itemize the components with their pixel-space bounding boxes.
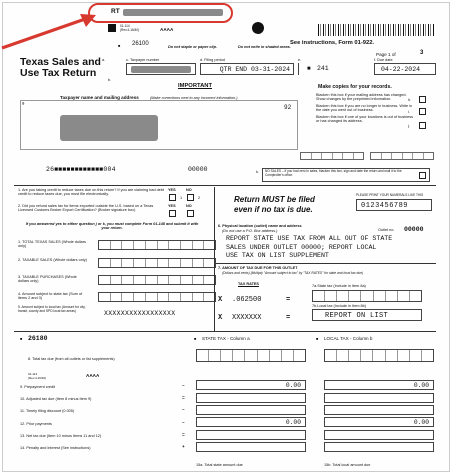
local-rate-x: XXXXXXX bbox=[232, 314, 262, 322]
header-bullet: ■ bbox=[118, 44, 121, 48]
filing-period-value: QTR END 03-31-2024 bbox=[219, 66, 290, 73]
location-text bbox=[226, 235, 436, 261]
address-redaction bbox=[60, 115, 158, 141]
scanline-zeros: 00000 bbox=[188, 166, 208, 173]
divider-horizontal bbox=[14, 185, 436, 186]
page-total: 3 bbox=[420, 50, 424, 56]
bottom-bullet: ■ bbox=[20, 337, 23, 341]
physical-location-label: 6. Physical location (outlet) name and address bbox=[218, 224, 302, 228]
prior-payments-state-field[interactable] bbox=[196, 417, 306, 427]
state-rate-label: 7a.State tax (Include in Item 8a) bbox=[312, 284, 366, 288]
total-local-label: 15b. Total local amount due bbox=[324, 463, 371, 467]
penalty-local-field[interactable] bbox=[324, 442, 434, 452]
row-operator: = bbox=[182, 395, 185, 400]
state-column-heading: STATE TAX - Column a bbox=[202, 336, 250, 341]
local-col-bullet: ■ bbox=[316, 337, 319, 341]
question-1: 1. Are you taking credit to reduce taxes due on this return? If you are claiming bad debt credit to reduce taxes due, you must file electronically. bbox=[18, 188, 165, 197]
important-label: IMPORTANT bbox=[178, 83, 213, 89]
q2-yes-checkbox[interactable] bbox=[169, 210, 176, 217]
field-c-label: c. Taxpayer number bbox=[126, 58, 160, 62]
amount-state-tax-field[interactable] bbox=[98, 292, 216, 302]
q2-no-checkbox[interactable] bbox=[187, 210, 194, 217]
local-rate-label: 7b.Local tax (Include in Item 8b) bbox=[312, 304, 367, 308]
field-g-label: g. bbox=[22, 101, 26, 105]
numerals-sample: 0123456789 bbox=[361, 202, 409, 210]
no-staple-note: Do not staple or paper clip. bbox=[168, 45, 217, 49]
equals-mark: = bbox=[286, 314, 291, 322]
row-label: 14. Penalty and interest (See instructions) bbox=[20, 446, 91, 450]
lower-form-code: 01-114 (Rev.4-16/40) bbox=[28, 372, 47, 381]
due-date-field[interactable] bbox=[374, 63, 436, 75]
q1-num2: 2 bbox=[198, 196, 201, 200]
state-rate-value: .062500 bbox=[232, 296, 262, 304]
location-line: USE TAX ON LIST SUPPLEMENT bbox=[226, 252, 329, 259]
checkbox-letter: j. bbox=[408, 124, 410, 128]
redaction-bar-top bbox=[123, 9, 223, 16]
discount-state-field[interactable] bbox=[196, 405, 306, 415]
filing-period-field[interactable] bbox=[200, 63, 294, 75]
field-e-value: 241 bbox=[317, 65, 329, 72]
answered-yes-note: If you answered yes to either question j or k, you must complete Form 01-148 and submit it with your return. bbox=[25, 222, 199, 231]
item8-local-field[interactable] bbox=[324, 349, 434, 362]
q1-no-label: NO bbox=[186, 188, 192, 192]
field-a-label: a. bbox=[102, 58, 106, 62]
checkbox-letter: i. bbox=[408, 110, 410, 114]
numerals-sample-box bbox=[356, 199, 432, 211]
lower-letters: AAAA bbox=[86, 373, 100, 378]
instructions-link[interactable]: See instructions, Form 01-922. bbox=[290, 40, 375, 46]
date-field-h[interactable] bbox=[300, 152, 364, 160]
prepayment-local-value: 0.00 bbox=[413, 382, 429, 389]
local-rate-value: REPORT ON LIST bbox=[325, 312, 389, 320]
local-tax-due-field[interactable] bbox=[312, 309, 422, 321]
form-code-small: 01-114 (Rev.4-16/40) bbox=[120, 24, 140, 33]
date-field-i[interactable] bbox=[370, 152, 434, 160]
amount-tax-due-label: 7. AMOUNT OF TAX DUE FOR THIS OUTLET bbox=[218, 266, 298, 270]
barcode bbox=[318, 24, 434, 36]
amount-tax-due-note: (Dollars and cents) (Multiply "Amount subject to tax" by "TAX RATES" for state and local tax due) bbox=[222, 271, 364, 275]
taxpayer-number-redaction bbox=[131, 66, 191, 73]
q1-num: 1 bbox=[180, 196, 183, 200]
divider-bottom-section bbox=[14, 331, 436, 332]
field-b-label: b. bbox=[108, 78, 112, 82]
scanline-code: 26■■■■■■■■■■■■004 bbox=[46, 166, 116, 173]
row5-value: XXXXXXXXXXXXXXXXX bbox=[104, 310, 176, 317]
amount-local-tax-field[interactable] bbox=[98, 309, 216, 319]
field-e-box[interactable] bbox=[298, 63, 348, 75]
out-of-business-checkbox[interactable] bbox=[419, 108, 426, 115]
checkbox-instruction: Blacken this box if your mailing address has changed. Show changes by the preprinted information. bbox=[316, 93, 407, 102]
location-line: SALES UNDER OUTLET 00000; REPORT LOCAL bbox=[226, 243, 377, 251]
redaction-prefix: RT bbox=[111, 8, 120, 15]
net-tax-state-field[interactable] bbox=[196, 430, 306, 440]
row-label: 12. Prior payments bbox=[20, 422, 52, 426]
copies-heading: Make copies for your records. bbox=[318, 84, 392, 90]
no-sales-text: NO SALES – If you had zero in sales, blacken this box, sign and date the return and mail it to the Comptroller's office. bbox=[265, 169, 402, 177]
q2-yes-label: YES bbox=[168, 204, 176, 208]
form-logo bbox=[108, 24, 116, 32]
divider-outlet bbox=[216, 263, 436, 264]
adjusted-state-field[interactable] bbox=[196, 393, 306, 403]
taxable-purchases-field[interactable] bbox=[98, 275, 216, 285]
item8-state-field[interactable] bbox=[196, 349, 306, 362]
row-label: 9. Prepayment credit bbox=[20, 385, 56, 389]
penalty-state-field[interactable] bbox=[196, 442, 306, 452]
field-f-label: f. Due date bbox=[374, 58, 393, 62]
field-e-bullet: ■ bbox=[307, 65, 311, 72]
bottom-rows bbox=[20, 380, 436, 462]
page-text: Page 1 of bbox=[376, 52, 396, 57]
prepayment-local-field[interactable] bbox=[324, 380, 434, 390]
question-2: 2. Did you refund sales tax for items exported outside the U.S. based on a Texas Licensed Customs Broker Export Certification? (Broker signature box) bbox=[18, 204, 154, 213]
code-bottom: 26180 bbox=[28, 335, 48, 342]
tax-rates-label: TAX RATES bbox=[238, 282, 259, 286]
return-must-be-filed: Return MUST be filed even if no tax is due. bbox=[234, 195, 315, 214]
printed-numerals-note: PLEASE PRINT YOUR NUMERALS LIKE THIS bbox=[356, 193, 424, 197]
row-label: 10. Adjusted tax due (Item 8 minus Item 9) bbox=[20, 397, 92, 401]
prior-payments-state-value: 0.00 bbox=[285, 419, 301, 426]
field-d-label: d. Filing period bbox=[200, 58, 225, 62]
field-e-label: e. bbox=[298, 58, 302, 62]
x-mark: X bbox=[218, 314, 223, 322]
address-change-checkbox[interactable] bbox=[419, 96, 426, 103]
no-write-note: Do not write in shaded areas. bbox=[238, 45, 291, 49]
address-number: 92 bbox=[284, 104, 292, 111]
form-code-letters: AAAA bbox=[160, 27, 174, 32]
checkbox-instruction: Blacken this box if you are no longer in business. Write in the date you went out of business. bbox=[316, 103, 413, 113]
row-label: 3. TAXABLE PURCHASES (Whole dollars only) bbox=[18, 275, 77, 284]
q1-yes-label: YES bbox=[168, 188, 176, 192]
no-sales-box bbox=[262, 168, 430, 182]
row-label: 13. Net tax due (Item 10 minus Items 11 and 12) bbox=[20, 434, 102, 438]
taxpayer-address-note: (Make corrections next to any incorrect information.) bbox=[150, 96, 238, 100]
no-sales-letter: k. bbox=[256, 170, 259, 174]
row-label: 1. TOTAL TEXAS SALES (Whole dollars only) bbox=[18, 240, 86, 249]
no-sales-checkbox[interactable] bbox=[419, 172, 426, 179]
row-label: 2. TAXABLE SALES (Whole dollars only) bbox=[18, 258, 87, 262]
row-operator: = bbox=[182, 432, 185, 437]
prepayment-state-field[interactable] bbox=[196, 380, 306, 390]
state-tax-due-field[interactable] bbox=[312, 290, 422, 302]
outlet-no-value: 00000 bbox=[404, 226, 424, 233]
taxpayer-number-field[interactable] bbox=[126, 63, 196, 75]
red-arrow-icon bbox=[0, 10, 110, 60]
taxable-sales-field[interactable] bbox=[98, 258, 216, 268]
item8-label: 8. Total tax due (from all outlets or list supplements) bbox=[28, 357, 115, 361]
divider-vertical bbox=[214, 187, 215, 331]
header-code: 26100 bbox=[132, 41, 149, 47]
net-tax-local-field[interactable] bbox=[324, 430, 434, 440]
taxpayer-address-label: Taxpayer name and mailing address bbox=[60, 95, 139, 100]
prior-payments-local-value: 0.00 bbox=[413, 419, 429, 426]
local-column-heading: LOCAL TAX - Column b bbox=[324, 336, 373, 341]
q1-no-checkbox[interactable] bbox=[187, 194, 194, 201]
row-label: 11. Timely filing discount (0.005) bbox=[20, 409, 75, 413]
checkbox-letter: h. bbox=[408, 98, 412, 102]
row-operator: – bbox=[182, 407, 185, 412]
row-label: 4. Amount subject to state tax (Sum of items 2 and 3) bbox=[18, 292, 83, 301]
prior-payments-local-field[interactable] bbox=[324, 417, 434, 427]
state-col-bullet: ■ bbox=[194, 337, 197, 341]
checkbox-instructions bbox=[316, 93, 414, 123]
row-label: 5. Amount subject to local tax (Amount for city, transit, county and SPD local tax areas) bbox=[18, 305, 86, 313]
location-changed-checkbox[interactable] bbox=[419, 122, 426, 129]
total-state-label: 15a. Total state amount due bbox=[196, 463, 243, 467]
discount-local-field[interactable] bbox=[324, 405, 434, 415]
total-texas-sales-field[interactable] bbox=[98, 240, 216, 250]
q1-yes-checkbox[interactable] bbox=[169, 194, 176, 201]
x-mark: X bbox=[218, 296, 223, 304]
form-title: Texas Sales and Use Tax Return bbox=[20, 56, 101, 79]
outlet-no-label: Outlet no. bbox=[378, 228, 395, 232]
row-operator: – bbox=[182, 420, 185, 425]
registration-dot bbox=[252, 22, 264, 34]
row-operator: – bbox=[182, 383, 185, 388]
checkbox-instruction: Blacken this box if one of your locations is out of business or has changed its address. bbox=[316, 114, 414, 124]
prepayment-state-value: 0.00 bbox=[285, 382, 301, 389]
q2-no-label: NO bbox=[186, 204, 192, 208]
due-date-value: 04-22-2024 bbox=[381, 66, 421, 73]
physical-location-note: (Do not use a P.O. Box address.) bbox=[222, 229, 278, 233]
location-line: REPORT STATE USE TAX FROM ALL OUT OF STATE bbox=[226, 235, 393, 242]
equals-mark: = bbox=[286, 296, 291, 304]
row-operator: + bbox=[182, 444, 185, 449]
adjusted-local-field[interactable] bbox=[324, 393, 434, 403]
